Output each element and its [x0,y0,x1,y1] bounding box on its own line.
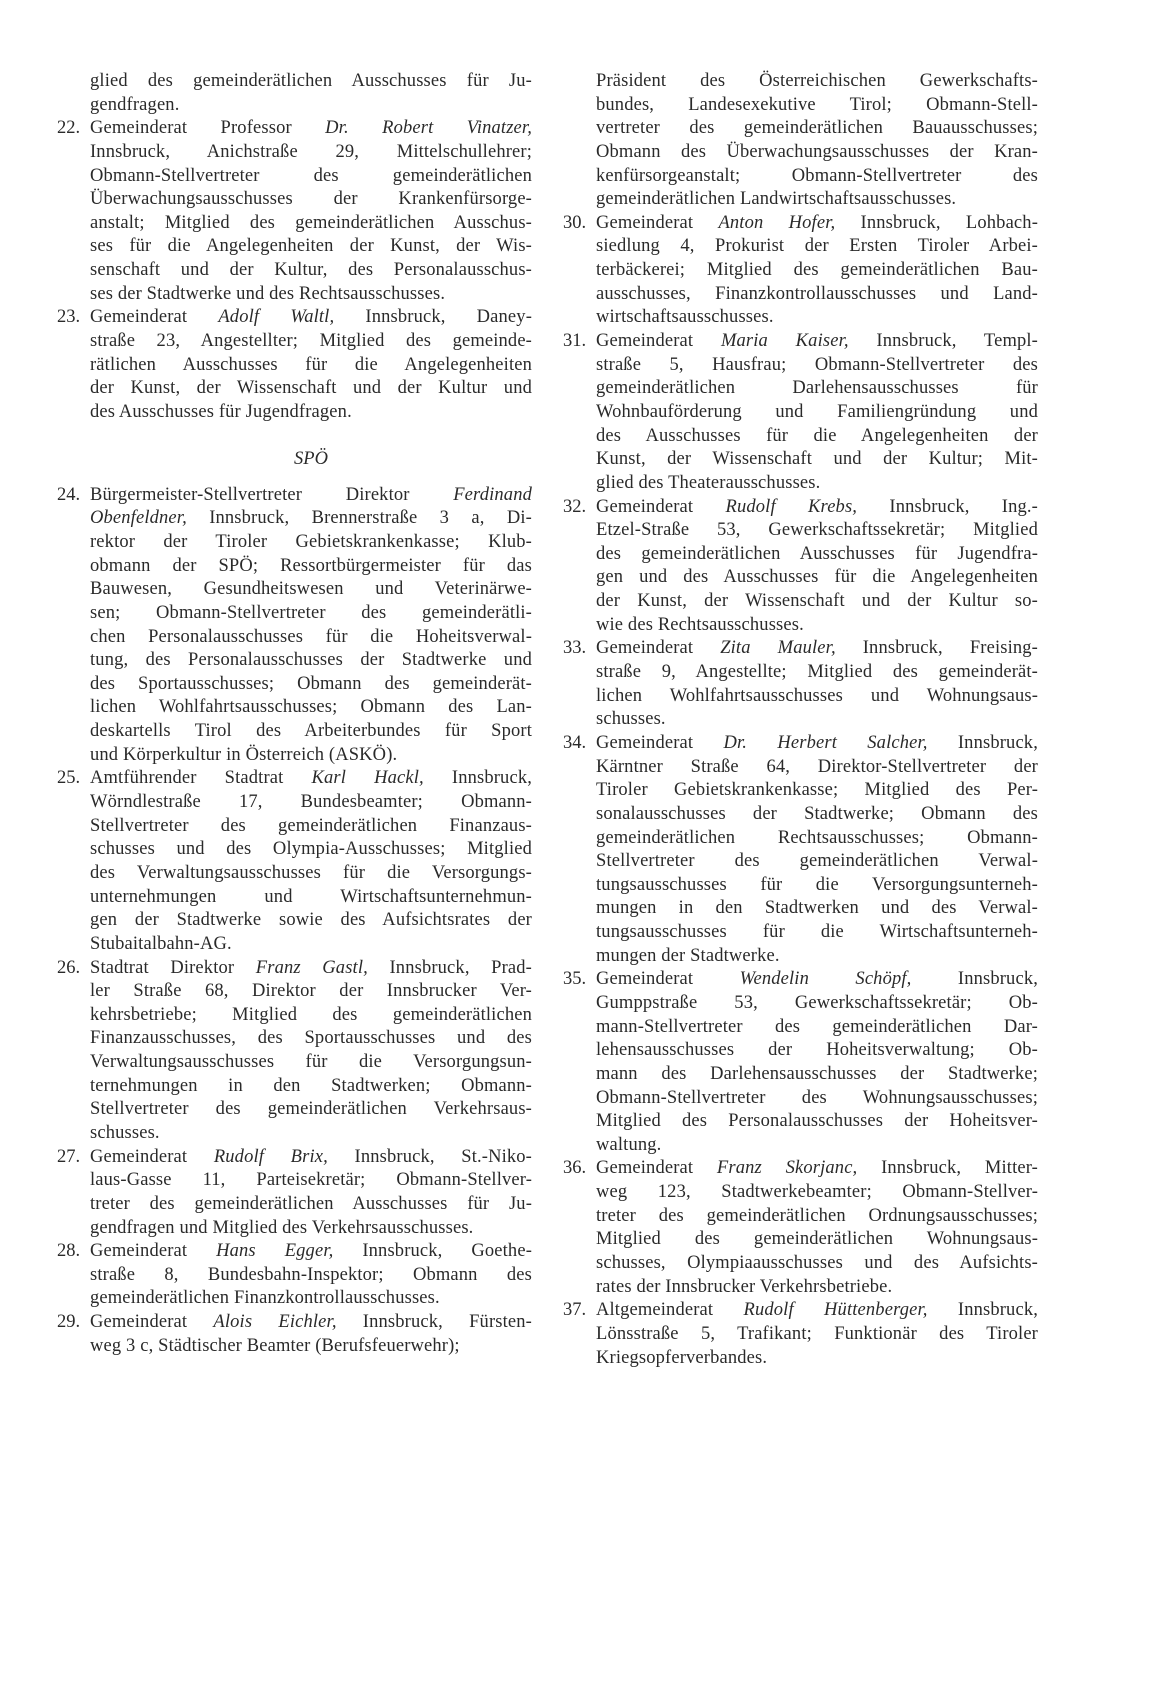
text-segment: treter des gemeinderätlichen Ordnungsausschusses; [596,1205,1038,1226]
text-segment: lehensausschusses der Hoheitsverwaltung; Ob- [596,1040,1038,1061]
text-line [596,1181,1038,1205]
text-segment: Mitglied des gemeinderätlichen Wohnungsaus- [596,1229,1038,1250]
text-line [596,803,1038,827]
text-line [596,850,1038,874]
text-line [90,354,532,378]
text-line [596,425,1038,449]
text-line [90,1287,532,1311]
text-line [596,1276,1038,1300]
text-segment: ternehmungen in den Stadtwerken; Obmann- [90,1075,532,1096]
text-segment: Innsbruck, Brennerstraße 3 a, Di- [186,508,532,529]
text-line [90,117,532,141]
text-line [596,1110,1038,1134]
text-line [90,188,532,212]
text-line [596,827,1038,851]
text-segment: rätlichen Ausschusses für die Angelegenheiten [90,354,532,375]
text-line [90,626,532,650]
text-line [596,235,1038,259]
text-segment: Altgemeinderat [596,1300,744,1321]
text-line [90,555,532,579]
text-line [90,886,532,910]
list-item [563,496,1038,638]
text-segment: deskartells Tirol des Arbeiterbundes für Sport [90,721,532,742]
text-line [90,649,532,673]
person-name: Franz Gastl, [255,957,368,978]
text-segment: siedlung 4, Prokurist der Ersten Tiroler Arbei- [596,236,1038,257]
item-number: 29. [57,1312,81,1333]
person-name: Zita Mauler, [720,638,836,659]
text-line [90,1146,532,1170]
text-line [90,862,532,886]
text-segment: sen; Obmann-Stellvertreter des gemeinderätli- [90,602,532,623]
text-line: gemeinderätlichen Landwirtschaftsausschusses. [596,189,957,210]
text-segment: schusses und des Olympia-Ausschusses; Mitglied [90,839,532,860]
text-segment: Innsbruck, Prad- [367,957,532,978]
text-line [90,1264,532,1288]
item-number: 24. [57,484,81,505]
text-line [90,259,532,283]
text-line [90,306,532,330]
text-line [90,815,532,839]
text-segment: Mitglied des Personalausschusses der Hoheitsver- [596,1111,1038,1132]
text-segment: Gemeinderat [596,638,721,659]
item-number: 22. [57,118,81,139]
text-segment: Innsbruck, [911,969,1038,990]
person-name: Rudolf Krebs, [725,496,858,517]
text-line [596,1157,1038,1181]
list-item [563,212,1038,330]
text-line [90,1335,532,1359]
text-segment: Stellvertreter des gemeinderätlichen Verkehrsaus- [90,1099,532,1120]
text-segment: Gemeinderat [596,331,721,352]
text-segment: Gemeinderat [90,1312,214,1333]
left-column [57,70,532,1358]
text-segment: Überwachungsausschusses der Krankenfürsorge- [90,189,532,210]
text-line [90,531,532,555]
text-line [596,566,1038,590]
text-segment: kehrsbetriebe; Mitglied des gemeinderätlichen [90,1004,532,1025]
person-name: Alois Eichler, [213,1312,337,1333]
continuation-paragraph [57,70,532,117]
list-item [563,968,1038,1157]
text-segment: sonalausschusses der Stadtwerke; Obmann des [596,803,1038,824]
text-segment: Innsbruck, [423,768,532,789]
text-segment: Obmann-Stellvertreter des gemeinderätlichen [90,165,532,186]
list-item [57,117,532,306]
person-name: Hans Egger, [216,1241,334,1262]
text-segment: Gemeinderat [596,969,740,990]
item-number: 26. [57,957,81,978]
text-segment: Innsbruck, [927,1300,1038,1321]
text-line [596,945,1038,969]
text-line [90,791,532,815]
person-name: Ferdinand [453,484,532,505]
text-line [596,448,1038,472]
text-line [596,496,1038,520]
text-line [596,259,1038,283]
item-number: 35. [563,969,587,990]
item-number: 30. [563,212,587,233]
text-segment: ler Straße 68, Direktor der Innsbrucker Ver- [90,981,532,1002]
list-item [57,1146,532,1241]
text-line [90,1217,532,1241]
text-line: bundes, Landesexekutive Tirol; Obmann-Stell- [596,94,1038,115]
text-segment: Gemeinderat [90,307,219,328]
text-segment: wie des Rechtsausschusses. [596,614,804,635]
text-line [90,507,532,531]
text-segment: Innsbruck, St.-Niko- [327,1146,532,1167]
text-segment: Kärntner Straße 64, Direktor-Stellvertreter der [596,756,1038,777]
item-number: 33. [563,638,587,659]
text-segment: Stellvertreter des gemeinderätlichen Finanzaus- [90,815,532,836]
text-line [596,1323,1038,1347]
text-segment: straße 5, Hausfrau; Obmann-Stellvertreter des [596,354,1038,375]
text-segment: tungsausschusses für die Wirtschaftsunterneh- [596,922,1038,943]
text-segment: Innsbruck, [927,732,1038,753]
person-name: Maria Kaiser, [720,331,849,352]
text-segment: Innsbruck, Goethe- [333,1241,533,1262]
text-line [90,330,532,354]
text-line: gendfragen. [90,94,180,115]
text-line [90,212,532,236]
text-line [90,696,532,720]
text-segment: Bauwesen, Gesundheitswesen und Veterinärwe- [90,579,532,600]
list-item [57,767,532,956]
text-line [596,732,1038,756]
text-line [596,1039,1038,1063]
text-segment: mungen der Stadtwerke. [596,945,780,966]
text-line: kenfürsorgeanstalt; Obmann-Stellvertreter des [596,165,1038,186]
text-line [90,1027,532,1051]
text-segment: terbäckerei; Mitglied des gemeinderätlichen Bau- [596,260,1038,281]
text-line [90,283,532,307]
text-segment: weg 123, Stadtwerkebeamter; Obmann-Stellver- [596,1182,1038,1203]
text-segment: ses der Stadtwerke und des Rechtsausschusses. [90,283,446,304]
text-segment: der Kunst, der Wissenschaft und der Kultur und [90,378,532,399]
text-segment: treter des gemeinderätlichen Ausschusses für Ju- [90,1193,532,1214]
text-segment: Innsbruck, Freising- [835,638,1038,659]
text-segment: tungsausschusses für die Versorgungsunterneh- [596,874,1038,895]
text-line [596,921,1038,945]
text-segment: senschaft und der Kultur, des Personalausschus- [90,260,532,281]
text-line [596,472,1038,496]
text-line [596,756,1038,780]
text-line [596,968,1038,992]
text-segment: Amtführender Stadtrat [90,768,312,789]
text-segment: anstalt; Mitglied des gemeinderätlichen Ausschus- [90,212,532,233]
text-line [90,1311,532,1335]
text-line [596,283,1038,307]
item-number: 23. [57,307,81,328]
text-line [90,235,532,259]
text-line [90,1098,532,1122]
text-line [90,767,532,791]
list-item [57,484,532,768]
text-segment: Stellvertreter des gemeinderätlichen Verwal- [596,851,1038,872]
text-segment: rates der Innsbrucker Verkehrsbetriebe. [596,1276,893,1297]
item-number: 37. [563,1300,587,1321]
text-segment: Obmann-Stellvertreter des Wohnungsausschusses; [596,1087,1038,1108]
item-number: 34. [563,732,587,753]
text-segment: mann des Darlehensausschusses der Stadtwerke; [596,1063,1038,1084]
list-item [563,732,1038,968]
text-line [90,720,532,744]
list-item [563,1299,1038,1370]
text-line: vertreter des gemeinderätlichen Bauausschusses; [596,118,1038,139]
text-segment: laus-Gasse 11, Parteisekretär; Obmann-Stellver- [90,1170,532,1191]
list-item [57,306,532,424]
text-segment: straße 8, Bundesbahn-Inspektor; Obmann des [90,1264,532,1285]
text-line [90,933,532,957]
text-segment: Innsbruck, Daney- [334,307,533,328]
text-line [596,708,1038,732]
text-segment: und Körperkultur in Österreich (ASKÖ). [90,744,398,765]
person-name: Franz Skorjanc, [716,1158,858,1179]
text-segment: gen der Stadtwerke sowie des Aufsichtsrates der [90,910,532,931]
text-line [596,543,1038,567]
text-line [596,661,1038,685]
text-line [90,909,532,933]
text-line [90,165,532,189]
text-segment: Gemeinderat [596,496,726,517]
text-segment: lichen Wohlfahrtsausschusses und Wohnungsaus- [596,685,1038,706]
text-line [90,401,532,425]
text-line [596,330,1038,354]
item-number: 36. [563,1158,587,1179]
text-line [596,377,1038,401]
person-name: Adolf Waltl, [218,307,335,328]
text-segment: Gemeinderat [596,1158,717,1179]
text-segment: Gumppstraße 53, Gewerkschaftssekretär; Ob- [596,992,1038,1013]
text-line [596,1016,1038,1040]
text-line [90,1193,532,1217]
text-segment: Verwaltungsausschusses für die Versorgungsun- [90,1052,532,1073]
text-segment: Innsbruck, Anichstraße 29, Mittelschullehrer; [90,141,532,162]
item-number: 25. [57,768,81,789]
text-segment: Innsbruck, Fürsten- [336,1312,532,1333]
text-segment: der Kunst, der Wissenschaft und der Kultur so- [596,591,1038,612]
text-segment: Lönsstraße 5, Trafikant; Funktionär des Tiroler [596,1323,1038,1344]
text-segment: chen Personalausschusses für die Hoheitsverwal- [90,626,532,647]
text-line [90,1004,532,1028]
text-segment: Etzel-Straße 53, Gewerkschaftssekretär; Mitglied [596,520,1038,541]
text-segment: straße 9, Angestellte; Mitglied des gemeinderät- [596,662,1038,683]
text-line [596,519,1038,543]
text-line [596,685,1038,709]
text-segment: gemeinderätlichen Finanzkontrollausschusses. [90,1288,440,1309]
text-line [596,874,1038,898]
list-item [563,1157,1038,1299]
item-number: 32. [563,496,587,517]
text-segment: tung, des Personalausschusses der Stadtwerke und [90,650,532,671]
person-name: Anton Hofer, [718,212,836,233]
text-segment: weg 3 c, Städtischer Beamter (Berufsfeuerwehr); [90,1335,460,1356]
person-name: Wendelin Schöpf, [739,969,912,990]
text-line [90,838,532,862]
text-segment: Innsbruck, Mitter- [857,1158,1038,1179]
text-segment: Gemeinderat [90,1241,217,1262]
text-line [596,354,1038,378]
text-segment: Kriegsopferverbandes. [596,1347,768,1368]
text-segment: Stubaitalbahn-AG. [90,933,232,954]
text-line [596,1063,1038,1087]
person-name: Rudolf Hüttenberger, [743,1300,928,1321]
text-segment: obmann der SPÖ; Ressortbürgermeister für das [90,555,532,576]
list-item [57,1311,532,1358]
text-line [596,1087,1038,1111]
person-name: Dr. Herbert Salcher, [723,732,928,753]
text-line [90,744,532,768]
text-segment: Innsbruck, Lohbach- [835,212,1038,233]
text-segment: mann-Stellvertreter des gemeinderätlichen Dar- [596,1016,1038,1037]
text-segment: glied des Theaterausschusses. [596,472,821,493]
text-line [596,1228,1038,1252]
text-line: glied des gemeinderätlichen Ausschusses für Ju- [90,71,532,91]
list-item [57,957,532,1146]
text-segment: Gemeinderat Professor [90,118,326,139]
text-segment: gendfragen und Mitglied des Verkehrsausschusses. [90,1217,474,1238]
text-line [596,401,1038,425]
text-segment: ausschusses, Finanzkontrollausschusses und Land- [596,283,1038,304]
text-line [596,1205,1038,1229]
text-segment: straße 23, Angestellter; Mitglied des gemeinde- [90,331,532,352]
person-name: Obenfeldner, [90,508,187,529]
text-segment: des Sportausschusses; Obmann des gemeinderät- [90,673,532,694]
text-segment: Wörndlestraße 17, Bundesbeamter; Obmann- [90,792,532,813]
text-line [596,1299,1038,1323]
text-segment: mungen in den Stadtwerken und des Verwal- [596,898,1038,919]
text-line [90,377,532,401]
item-number: 28. [57,1241,81,1262]
text-segment: Stadtrat Direktor [90,957,256,978]
text-segment: Innsbruck, Ing.- [857,496,1038,517]
text-segment: wirtschaftsausschusses. [596,307,774,328]
text-segment: gemeinderätlichen Darlehensausschusses für [596,378,1038,399]
text-line: Präsident des Österreichischen Gewerkschafts- [596,71,1038,91]
item-number: 31. [563,331,587,352]
text-segment: Gemeinderat [90,1146,214,1167]
text-line [90,1122,532,1146]
text-segment: Kunst, der Wissenschaft und der Kultur; Mit- [596,449,1038,470]
text-segment: waltung. [596,1134,662,1155]
text-segment: schusses, Olympiaausschusses und des Aufsichts- [596,1253,1038,1274]
text-line [596,590,1038,614]
text-line [596,306,1038,330]
text-line [90,602,532,626]
text-segment: Finanzausschusses, des Sportausschusses und des [90,1028,532,1049]
list-item [57,1240,532,1311]
text-line [90,578,532,602]
text-segment: rektor der Tiroler Gebietskrankenkasse; Klub- [90,531,532,552]
text-segment: Tiroler Gebietskrankenkasse; Mitglied des Per- [596,780,1038,801]
person-name: Rudolf Brix, [213,1146,328,1167]
item-number: 27. [57,1146,81,1167]
continuation-paragraph [563,70,1038,212]
text-line [90,484,532,508]
text-line [596,1134,1038,1158]
text-line: Obmann des Überwachungsausschusses der Kran- [596,141,1038,162]
text-line [596,1252,1038,1276]
text-segment: lichen Wohlfahrtsausschusses; Obmann des Lan- [90,697,532,718]
right-column [563,70,1038,1370]
text-segment: des Ausschusses für Jugendfragen. [90,401,352,422]
text-line [90,1051,532,1075]
text-line [90,1169,532,1193]
text-segment: gemeinderätlichen Rechtsausschusses; Obmann- [596,827,1038,848]
person-name: Dr. Robert Vinatzer, [325,118,532,139]
text-line [596,614,1038,638]
text-line [90,980,532,1004]
text-line [90,1240,532,1264]
text-line [90,1075,532,1099]
text-segment: Innsbruck, Templ- [848,331,1038,352]
text-segment: des gemeinderätlichen Ausschusses für Jugendfra- [596,543,1038,564]
text-segment: Gemeinderat [596,212,719,233]
text-segment: Gemeinderat [596,732,724,753]
text-line [596,212,1038,236]
text-line [90,141,532,165]
text-line [596,637,1038,661]
text-segment: ses für die Angelegenheiten der Kunst, der Wis- [90,236,532,257]
text-segment: Bürgermeister-Stellvertreter Direktor [90,484,454,505]
list-item [563,330,1038,495]
text-segment: des Verwaltungsausschusses für die Versorgungs- [90,862,532,883]
text-line [596,779,1038,803]
text-segment: schusses. [596,709,666,730]
text-line [596,992,1038,1016]
text-segment: Wohnbauförderung und Familiengründung und [596,401,1038,422]
text-line [90,673,532,697]
list-item [563,637,1038,732]
section-heading-spoe: SPÖ [294,449,328,470]
text-segment: unternehmungen und Wirtschaftsunternehmun- [90,886,532,907]
text-segment: des Ausschusses für die Angelegenheiten der [596,425,1038,446]
text-line [596,1347,1038,1371]
person-name: Karl Hackl, [311,768,424,789]
text-segment: schusses. [90,1122,160,1143]
text-line [90,957,532,981]
text-segment: gen und des Ausschusses für die Angelegenheiten [596,567,1038,588]
text-line [596,897,1038,921]
